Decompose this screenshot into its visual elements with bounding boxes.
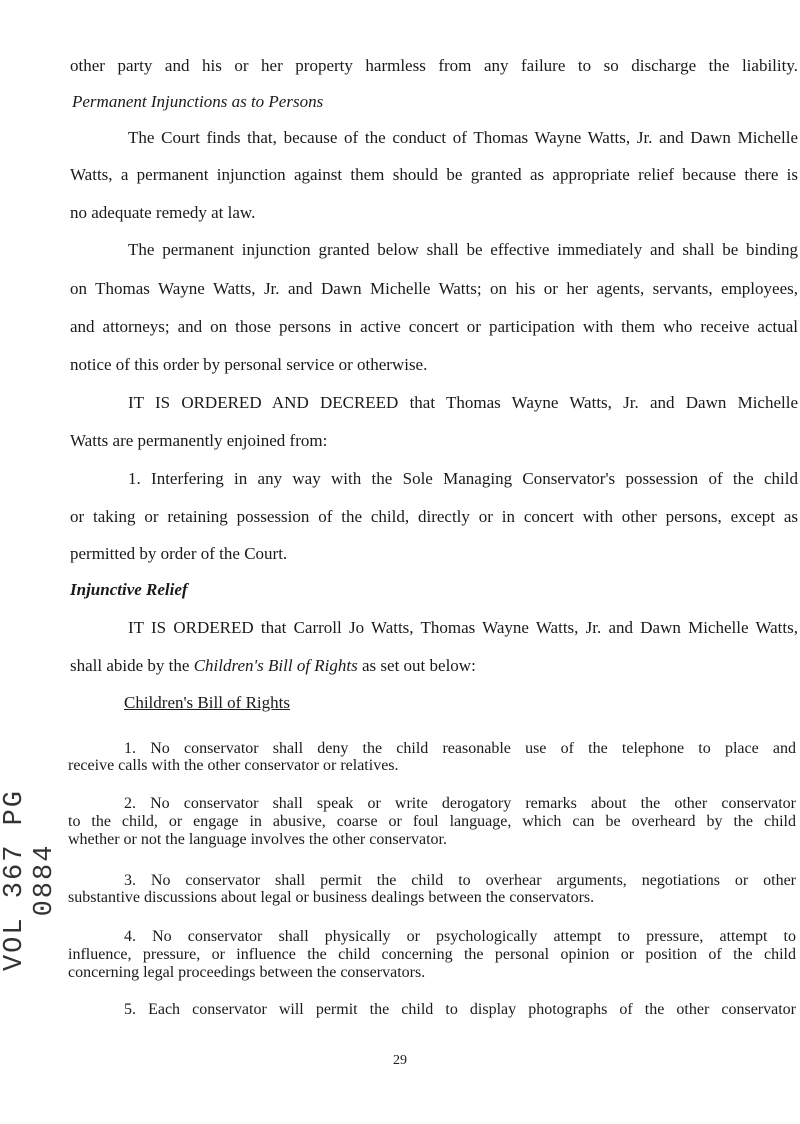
- body-line: on Thomas Wayne Watts, Jr. and Dawn Michelle Watts; on his or her agents, servants, employees,: [70, 279, 798, 298]
- body-line: substantive discussions about legal or business dealings between the conservators.: [68, 889, 595, 906]
- section-heading: Injunctive Relief: [70, 580, 188, 599]
- body-text: as set out below:: [357, 656, 476, 675]
- volume-page-stamp: VOL 367 PG 0884: [0, 788, 60, 972]
- body-text: shall abide by the: [70, 656, 194, 675]
- body-line: The permanent injunction granted below shall be effective immediately and shall be binding: [128, 240, 798, 259]
- body-line: influence, pressure, or influence the child concerning the personal opinion or position of the child: [68, 946, 796, 963]
- italic-title: Children's Bill of Rights: [193, 656, 358, 675]
- body-line: permitted by order of the Court.: [70, 544, 288, 563]
- body-line: whether or not the language involves the other conservator.: [68, 831, 447, 848]
- body-line: notice of this order by personal service or otherwise.: [70, 355, 428, 374]
- body-line: IT IS ORDERED that Carroll Jo Watts, Thomas Wayne Watts, Jr. and Dawn Michelle Watts,: [128, 618, 798, 637]
- body-line: to the child, or engage in abusive, coarse or foul language, which can be overheard by the child: [68, 813, 796, 830]
- section-heading: Permanent Injunctions as to Persons: [72, 92, 324, 111]
- page-number: 29: [393, 1053, 407, 1068]
- subheading: Children's Bill of Rights: [124, 693, 290, 712]
- body-line: other party and his or her property harmless from any failure to so discharge the liability.: [70, 56, 798, 75]
- body-line: no adequate remedy at law.: [70, 203, 256, 222]
- body-line: Watts, a permanent injunction against them should be granted as appropriate relief because there is: [70, 165, 798, 184]
- list-item: 1. Interfering in any way with the Sole Managing Conservator's possession of the child: [128, 469, 798, 488]
- list-item: 2. No conservator shall speak or write derogatory remarks about the other conservator: [124, 795, 796, 812]
- list-item: 3. No conservator shall permit the child to overhear arguments, negotiations or other: [124, 872, 796, 889]
- body-line: and attorneys; and on those persons in active concert or participation with them who receive actual: [70, 317, 798, 336]
- body-line: Watts are permanently enjoined from:: [70, 431, 328, 450]
- body-line: [70, 656, 476, 676]
- body-line: or taking or retaining possession of the child, directly or in concert with other persons, except as: [70, 507, 798, 526]
- body-line: concerning legal proceedings between the conservators.: [68, 964, 426, 981]
- list-item: 1. No conservator shall deny the child reasonable use of the telephone to place and: [124, 740, 796, 757]
- body-line: IT IS ORDERED AND DECREED that Thomas Wayne Watts, Jr. and Dawn Michelle: [128, 393, 798, 412]
- body-line: The Court finds that, because of the conduct of Thomas Wayne Watts, Jr. and Dawn Michelle: [128, 128, 798, 147]
- body-line: receive calls with the other conservator or relatives.: [68, 757, 399, 774]
- list-item: 4. No conservator shall physically or psychologically attempt to pressure, attempt to: [124, 928, 796, 945]
- list-item: 5. Each conservator will permit the child to display photographs of the other conservator: [124, 1001, 796, 1018]
